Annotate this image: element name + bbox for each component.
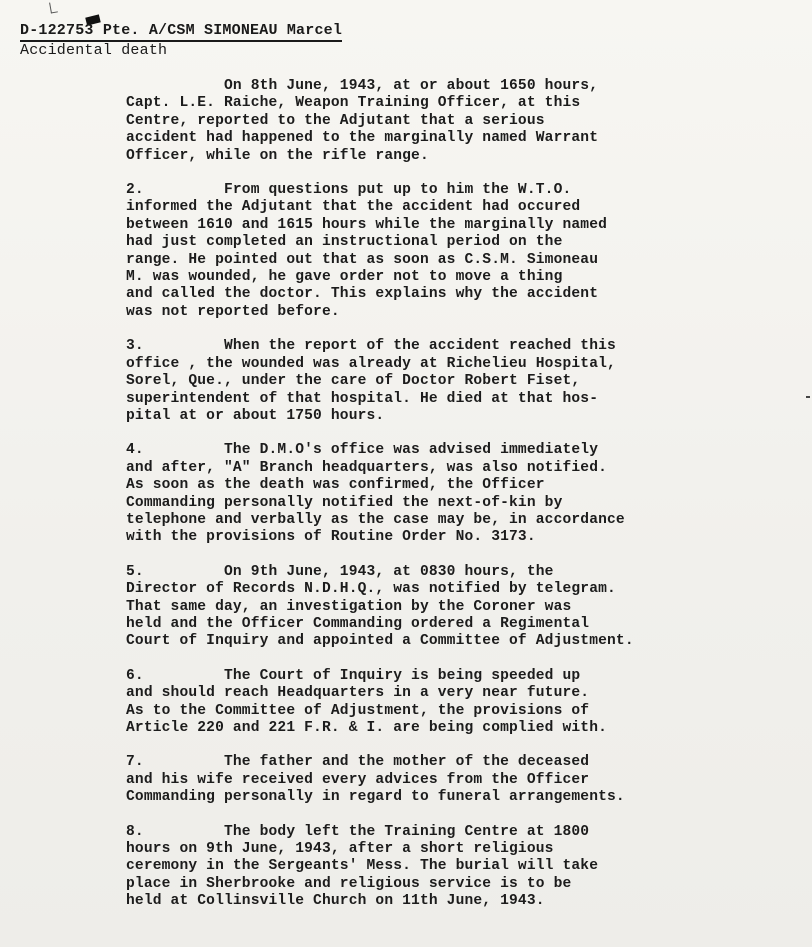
paragraph-4: 4. The D.M.O's office was advised immediately and after, "A" Branch headquarters, was also notified. As soon as the death was confirmed, the Officer Commanding personally notified the next-of-kin by telephone and verbally as the case may be, in accordance with the provisions of Routine Order No. 3173.: [126, 442, 625, 546]
document-header: [20, 22, 342, 59]
pencil-mark: [49, 1, 58, 13]
paragraph-2: 2. From questions put up to him the W.T.O. informed the Adjutant that the accident had occured between 1610 and 1615 hours while the marginally named had just completed an instructional period on the range. He pointed out that as soon as C.S.M. Simoneau M. was wounded, he gave order not to move a thing and called the doctor. This explains why the accident was not reported before.: [126, 182, 608, 320]
edge-mark: [806, 396, 810, 398]
paragraph-1: On 8th June, 1943, at or about 1650 hours, Capt. L.E. Raiche, Weapon Training Officer, at this Centre, reported to the Adjutant that a serious accident had happened to the marginally named Warrant Officer, while on the rifle range.: [126, 78, 599, 164]
paragraph-7: 7. The father and the mother of the deceased and his wife received every advices from the Officer Commanding personally in regard to funeral arrangements.: [126, 754, 625, 806]
paragraph-6: 6. The Court of Inquiry is being speeded up and should reach Headquarters in a very near future. As to the Committee of Adjustment, the provisions of Article 220 and 221 F.R. & I. are being complied with.: [126, 667, 608, 736]
document-body: [126, 78, 726, 928]
paragraph-5: 5. On 9th June, 1943, at 0830 hours, the Director of Records N.D.H.Q., was notified by telegram. That same day, an investigation by the Coroner was held and the Officer Commanding ordered a Regimental Court of Inquiry and appointed a Committee of Adjustment.: [126, 563, 634, 650]
paragraph-3: 3. When the report of the accident reached this office , the wounded was already at Richelieu Hospital, Sorel, Que., under the care of Doctor Robert Fiset, superintendent of that hospital. He died at that hos- pital at or about 1750 hours.: [126, 338, 616, 424]
paragraph-8: 8. The body left the Training Centre at 1800 hours on 9th June, 1943, after a short religious ceremony in the Sergeants' Mess. The burial will take place in Sherbrooke and religious service is to be held at Collinsville Church on 11th June, 1943.: [126, 823, 599, 910]
reference-line: D-122753 Pte. A/CSM SIMONEAU Marcel: [20, 22, 342, 42]
subject-line: Accidental death: [20, 42, 168, 59]
